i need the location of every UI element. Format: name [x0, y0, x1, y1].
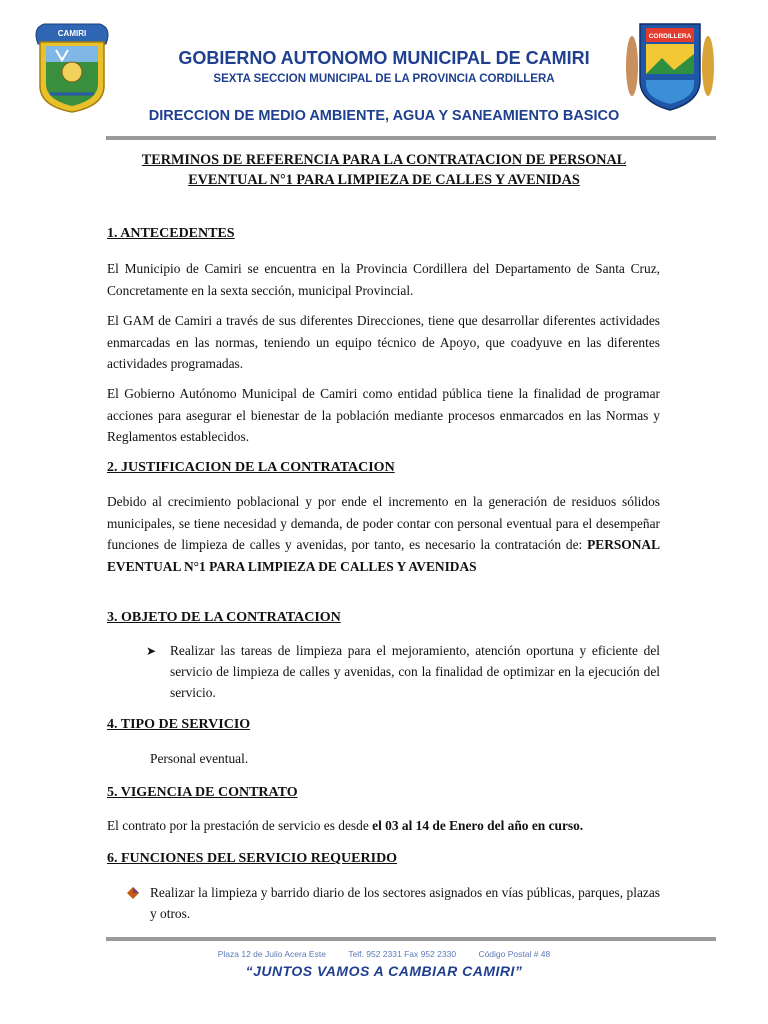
section-4-heading: 4. TIPO DE SERVICIO: [107, 717, 251, 732]
section-6-heading: 6. FUNCIONES DEL SERVICIO REQUERIDO: [107, 851, 398, 866]
footer-postal: Código Postal # 48: [478, 949, 551, 959]
section-1-paragraph-3: El Gobierno Autónomo Municipal de Camiri como entidad pública tiene la finalidad de programar acciones para asegurar el bienestar de la población mediante procesos enmarcados en las Normas y Reglamentos establecidos.: [107, 386, 660, 444]
document-title-line-2: EVENTUAL N°1 PARA LIMPIEZA DE CALLES Y AVENIDAS: [188, 172, 580, 188]
header-direction: DIRECCION DE MEDIO AMBIENTE, AGUA Y SANEAMIENTO BASICO: [148, 108, 620, 124]
footer-divider: [106, 937, 716, 941]
footer-phone: Telf. 952 2331 Fax 952 2330: [348, 949, 457, 959]
document-title: [108, 150, 660, 190]
section-1-paragraph-1: El Municipio de Camiri se encuentra en la Provincia Cordillera del Departamento de Santa Cruz, Concretamente en la sexta sección, municipal Provincial.: [107, 261, 660, 298]
section-3-heading: 3. OBJETO DE LA CONTRATACION: [107, 610, 341, 625]
arrow-bullet-icon: ➤: [146, 644, 157, 658]
section-2-paragraph-text: Debido al crecimiento poblacional y por ende el incremento en la generación de residuos sólidos municipales, se tiene necesidad y demanda, de poder contar con personal eventual para el desempeñar funciones de limpieza de calles y avenidas, por tanto, es necesario la contratación de:: [107, 494, 660, 552]
section-1-paragraph-2: El GAM de Camiri a través de sus diferentes Direcciones, tiene que desarrollar diferentes actividades enmarcadas en las normas, teniendo un equipo técnico de Apoyo, que coadyuve en las diferentes actividades programadas.: [107, 313, 660, 371]
section-5-paragraph: [107, 815, 660, 837]
camiri-coat-of-arms-logo: [30, 16, 114, 116]
footer-address: Plaza 12 de Julio Acera Este: [217, 949, 326, 959]
section-3-bullet: Realizar las tareas de limpieza para el mejoramiento, atención oportuna y eficiente del servicio de limpieza de calles y avenidas, con la finalidad de optimizar en la ejecución del servicio.: [170, 643, 660, 700]
header-divider: [106, 136, 716, 140]
section-5-paragraph-bold: el 03 al 14 de Enero del año en curso.: [372, 818, 584, 833]
section-2-paragraph: [107, 491, 660, 577]
section-2-heading: 2. JUSTIFICACION DE LA CONTRATACION: [107, 460, 395, 475]
right-logo-banner-text: CORDILLERA: [648, 33, 692, 40]
footer-contact: [0, 949, 768, 959]
section-4-paragraph: Personal eventual.: [150, 751, 249, 766]
diamond-bullet-icon: [126, 886, 140, 900]
document-title-line-1: TERMINOS DE REFERENCIA PARA LA CONTRATACION DE PERSONAL: [141, 152, 627, 168]
section-5-paragraph-text: El contrato por la prestación de servicio es desde: [107, 818, 373, 833]
section-1-heading: 1. ANTECEDENTES: [107, 226, 235, 241]
header-title: GOBIERNO AUTONOMO MUNICIPAL DE CAMIRI: [178, 48, 590, 68]
section-6-bullet: Realizar la limpieza y barrido diario de los sectores asignados en vías públicas, parques, plazas y otros.: [150, 885, 660, 921]
footer-slogan: “JUNTOS VAMOS A CAMBIAR CAMIRI”: [245, 963, 523, 979]
left-logo-banner-text: CAMIRI: [57, 29, 87, 38]
header-subtitle: SEXTA SECCION MUNICIPAL DE LA PROVINCIA CORDILLERA: [213, 73, 555, 85]
section-2-paragraph-bold: PERSONAL EVENTUAL N°1 PARA LIMPIEZA DE CALLES Y AVENIDAS: [107, 537, 660, 574]
section-5-heading: 5. VIGENCIA DE CONTRATO: [107, 785, 298, 800]
